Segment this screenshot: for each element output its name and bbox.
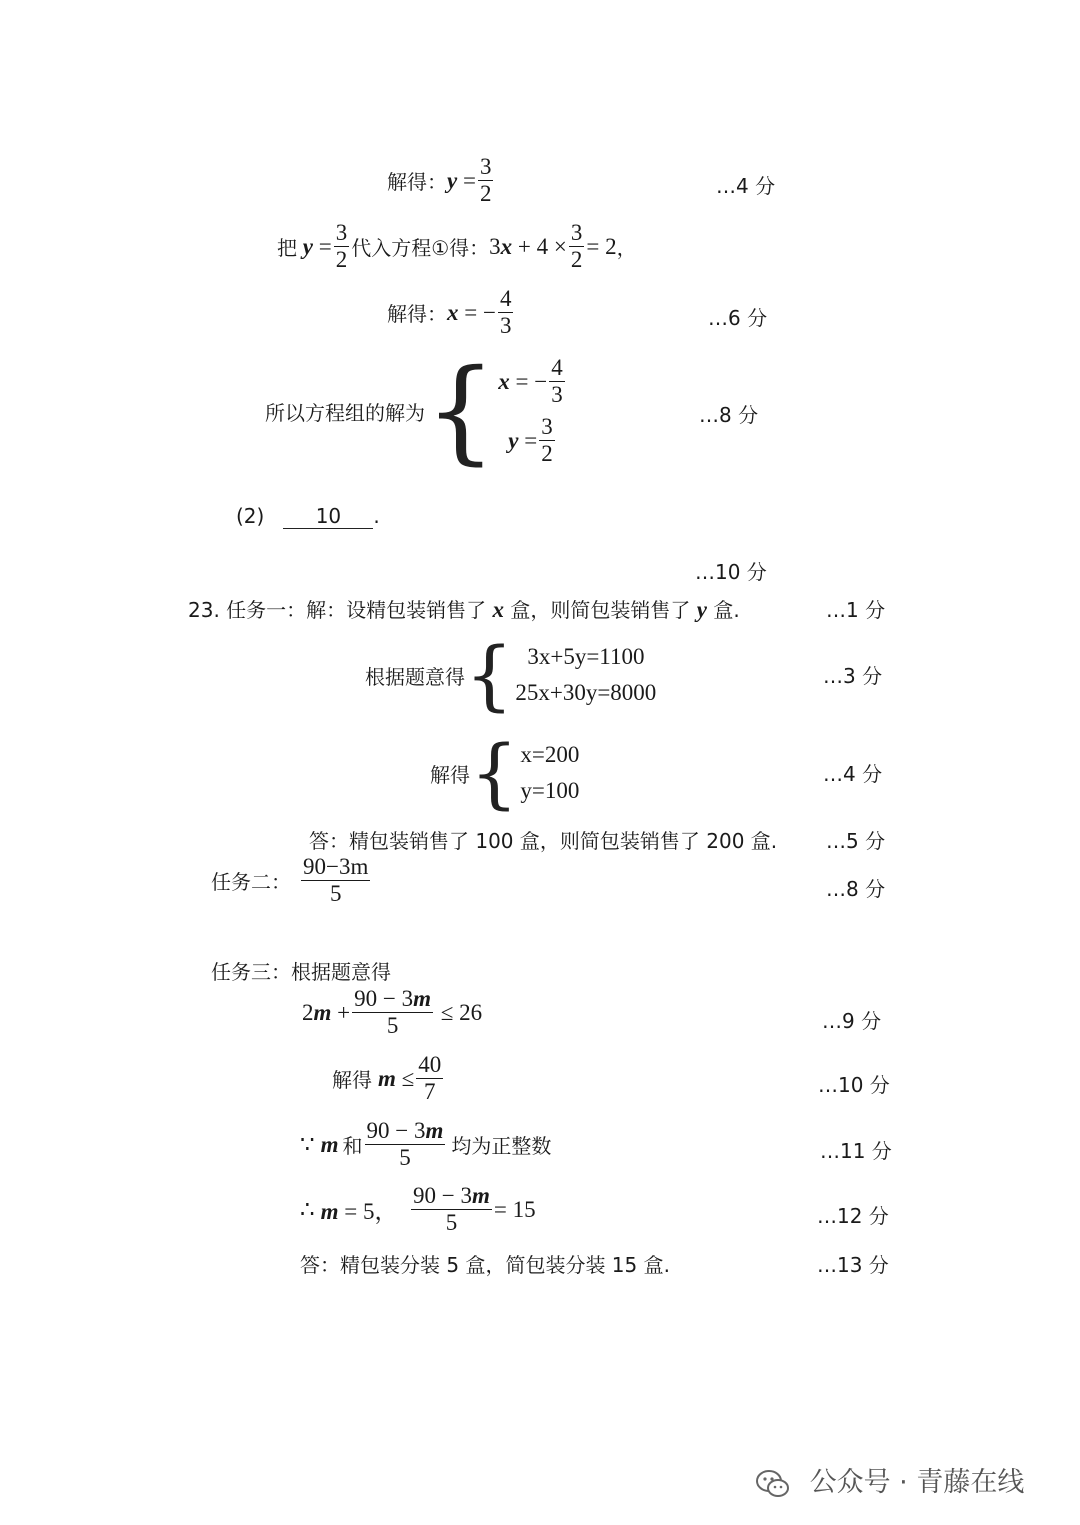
formula: y =: [447, 167, 476, 193]
answer-blank: 10: [283, 504, 373, 529]
points-label: …4 分: [716, 174, 776, 198]
system-label: 根据题意得: [365, 664, 465, 689]
equation-1: 3x+5y=1100: [527, 644, 645, 669]
prefix-text: 把: [277, 236, 297, 261]
integer-condition-line: ∵ m 和 $\frac{90 - 3m}{5}$ 均为正整数: [300, 1118, 552, 1171]
fraction: $\frac{90 - 3m}{5}$: [366, 1118, 444, 1171]
task-2-line: [211, 854, 372, 908]
solve-label: 解得：: [387, 302, 447, 327]
system-solution: 所以方程组的解为 { x = − $\frac{4}{3}$ y = $\frac{3}{2}$: [265, 346, 563, 476]
points-label: …3 分: [823, 664, 883, 688]
points-label: …8 分: [826, 877, 886, 901]
brace-icon: {: [465, 630, 514, 719]
formula: x = −: [447, 299, 496, 325]
brace-icon: {: [425, 346, 497, 476]
points-label: …11 分: [820, 1139, 892, 1163]
solve-m-line: 解得 m ≤ $\frac{40}{7}$: [332, 1052, 442, 1105]
part-2-answer: (2) 10 .: [236, 504, 380, 528]
points-label: …10 分: [818, 1073, 890, 1097]
solve-label: 解得：: [387, 170, 447, 195]
fraction: $\frac{3}{2}$: [335, 220, 348, 273]
fraction: $\frac{4}{3}$: [499, 286, 512, 339]
points-label: …5 分: [826, 829, 886, 853]
answer-text: 答：精包装分装 5 盒，简包装分装 15 盒.: [300, 1253, 670, 1277]
task-3-label: 任务三：根据题意得: [211, 960, 391, 984]
equation-2: y=100: [520, 778, 580, 803]
points-label: …6 分: [708, 306, 768, 330]
fraction: $\frac{3}{2}$: [570, 220, 583, 273]
answer-text: 答：精包装销售了 100 盒，则简包装销售了 200 盒.: [309, 829, 778, 853]
formula: 3x + 4 ×: [489, 233, 567, 259]
system-label: 解得: [430, 762, 470, 787]
question-23-intro: 23. 任务一：解：设精包装销售了 x 盒，则简包装销售了 y 盒.: [188, 597, 740, 622]
watermark-text: 公众号 · 青藤在线: [809, 1467, 1025, 1498]
fraction: $\frac{40}{7}$: [418, 1052, 442, 1105]
equation-system: [365, 630, 657, 719]
points-label: …8 分: [699, 403, 759, 427]
watermark: [755, 1460, 1024, 1502]
points-label: …13 分: [817, 1253, 889, 1277]
points-label: …1 分: [826, 598, 886, 622]
points-label: …9 分: [822, 1009, 882, 1033]
fraction: $\frac{90 - 3m}{5}$: [413, 1183, 490, 1236]
points-label: …10 分: [695, 560, 767, 584]
substitute-line: 把 y = $\frac{3}{2}$ 代入方程①得： 3x + 4 × $\frac{3}{2}$ = 2 ，: [277, 220, 637, 273]
fraction: $\frac{90-3m}{5}$: [303, 854, 369, 907]
wechat-icon: [755, 1466, 791, 1502]
conclusion-line: ∴ m = 5， $\frac{90 - 3m}{5}$ = 15: [300, 1183, 536, 1236]
mid-text: 代入方程①得：: [351, 236, 490, 261]
points-label: …4 分: [823, 762, 883, 786]
solve-y-line: [387, 154, 495, 208]
equation-2: 25x+30y=8000: [515, 680, 657, 705]
equation-1: x=200: [520, 742, 580, 767]
solve-x-line: [387, 286, 515, 340]
solution-label: 所以方程组的解为: [265, 400, 425, 425]
solution-system: [430, 728, 580, 817]
task-label: 任务二：: [211, 870, 291, 895]
inequality-line: 2m + $\frac{90 - 3m}{5}$ ≤ 26: [302, 986, 483, 1039]
brace-icon: {: [470, 728, 519, 817]
points-label: …12 分: [817, 1204, 889, 1228]
fraction: $\frac{90 - 3m}{5}$: [354, 986, 431, 1039]
fraction: $\frac{3}{2}$: [479, 154, 492, 207]
